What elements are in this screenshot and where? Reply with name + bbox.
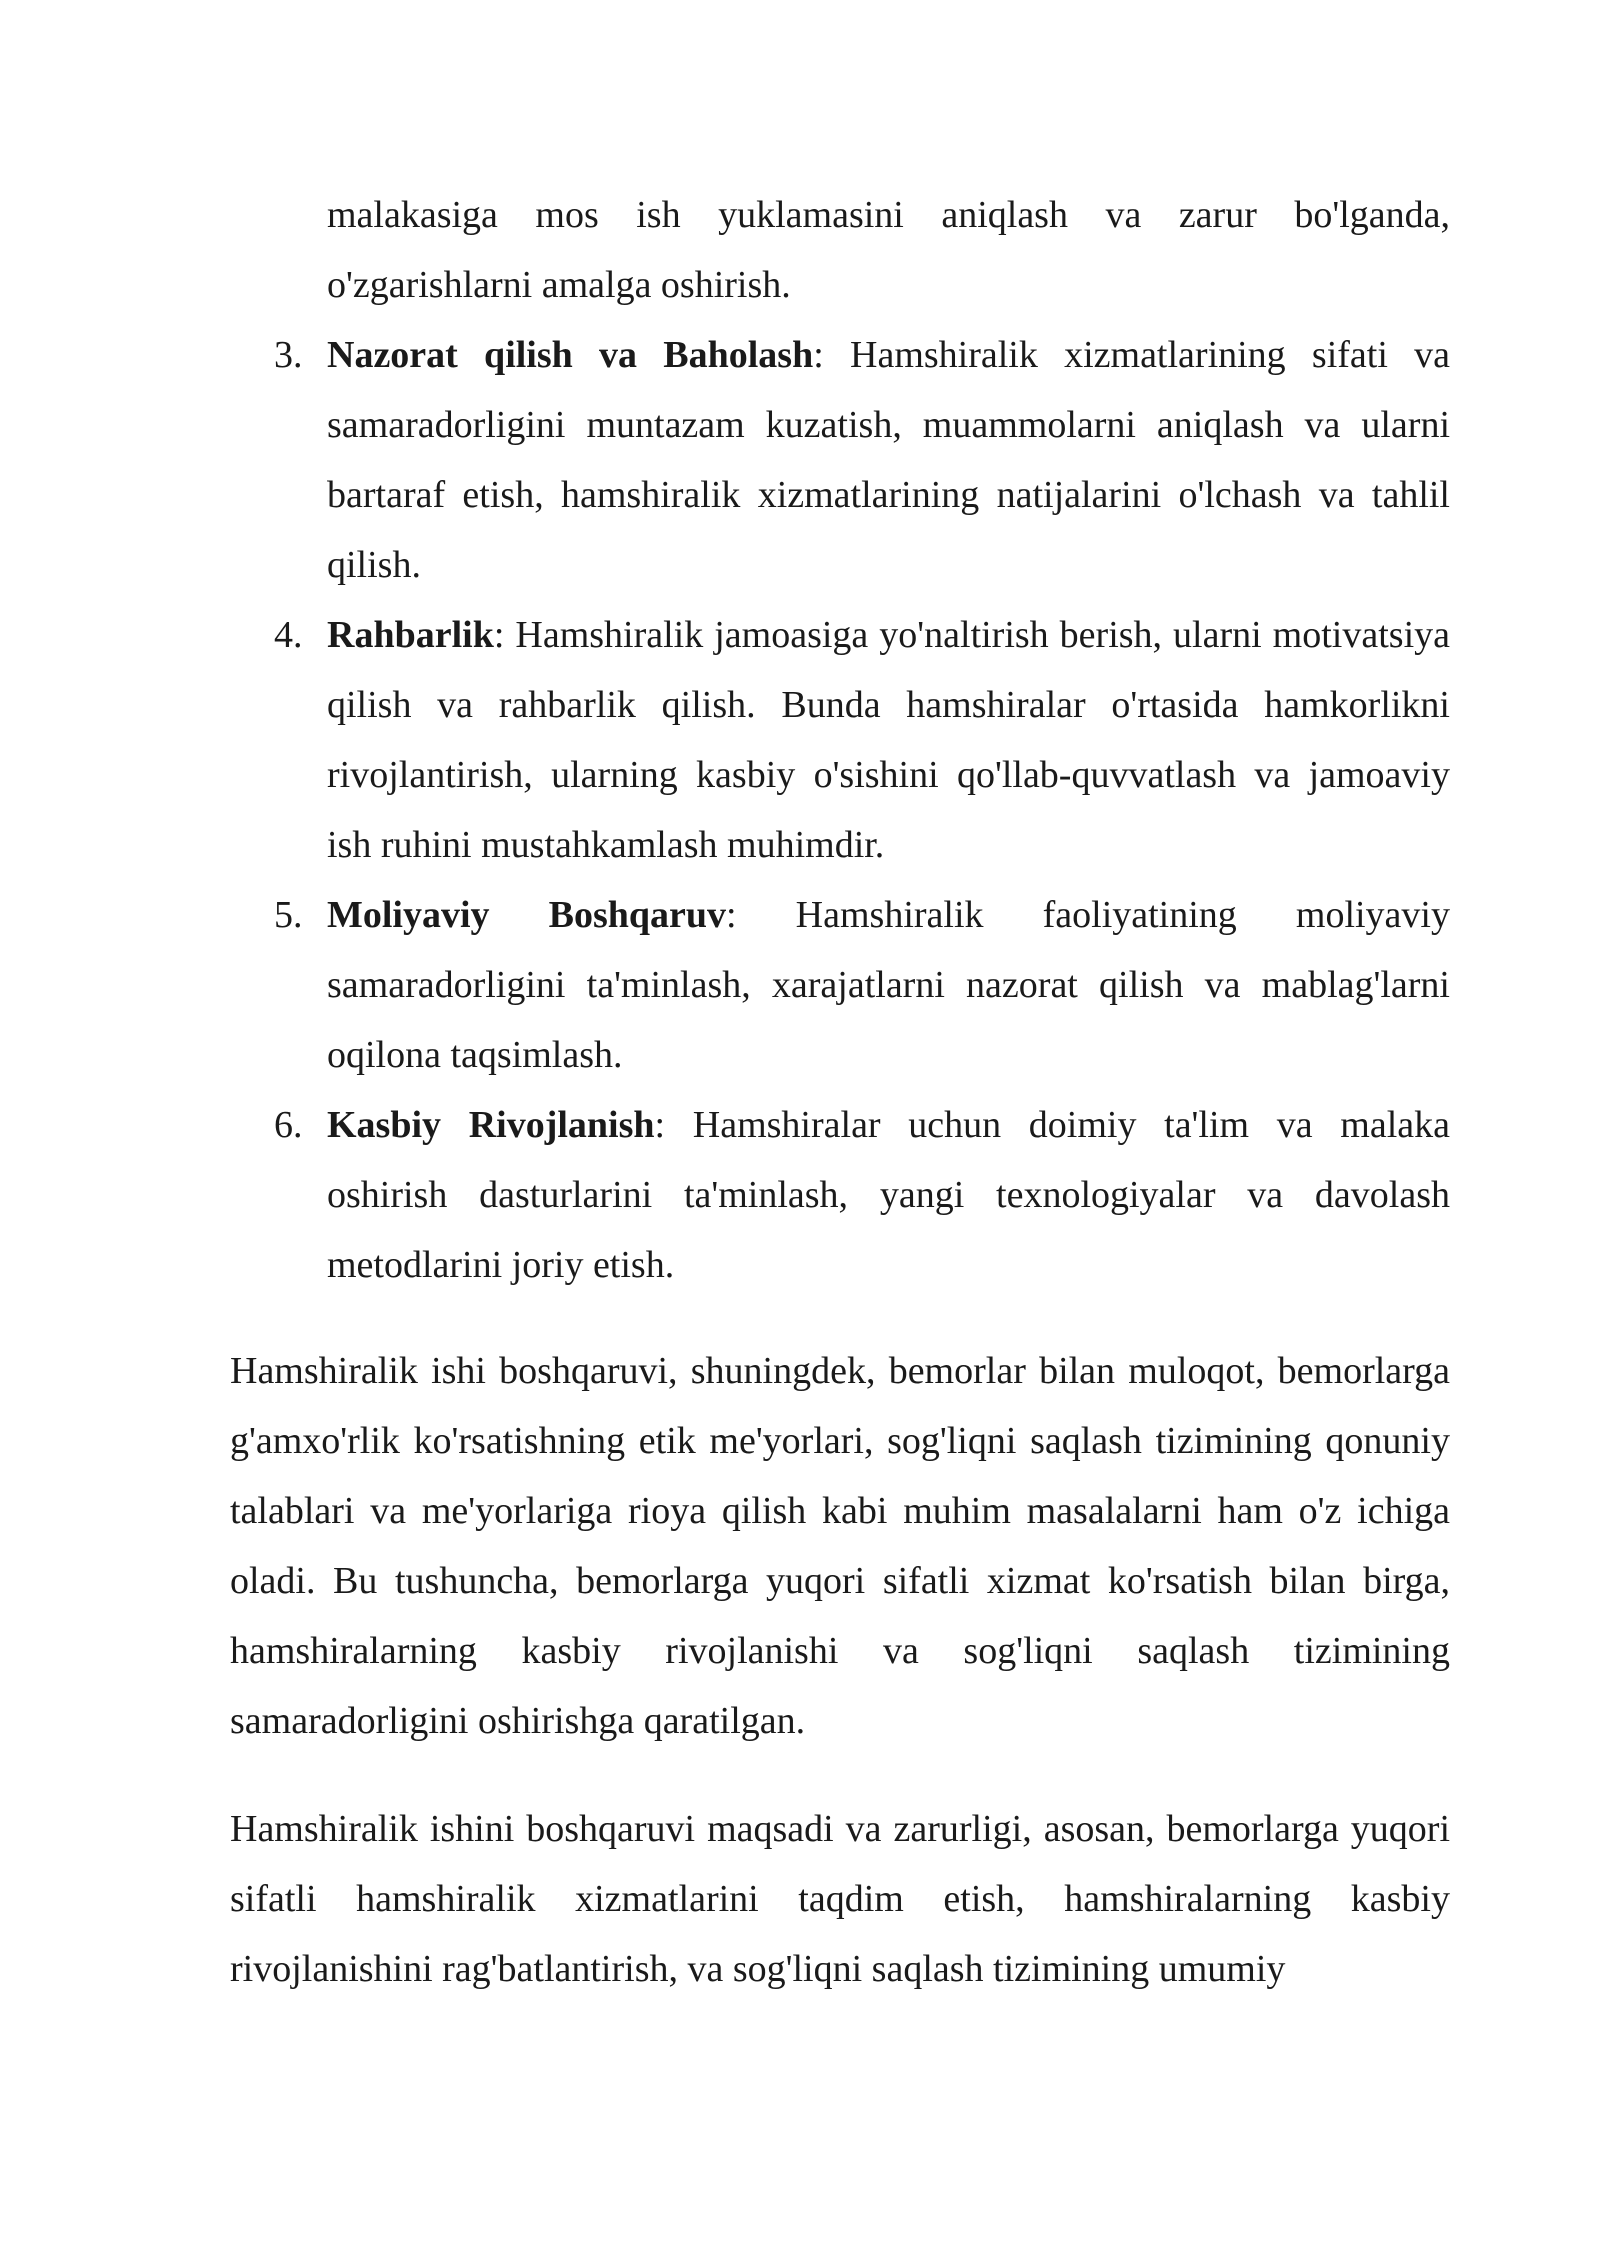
list-description: : Hamshiralar uchun doimiy ta'lim va malaka oshirish dasturlarini ta'minlash, yangi texnologiyalar va davolash metodlarini joriy etish. <box>327 1104 1450 1286</box>
list-term: Nazorat qilish va Baholash <box>327 334 814 376</box>
list-term: Kasbiy Rivojlanish <box>327 1104 655 1146</box>
list-description: : Hamshiralik faoliyatining moliyaviy samaradorligini ta'minlash, xarajatlarni nazorat qilish va mablag'larni oqilona taqsimlash. <box>327 894 1450 1076</box>
list-number: 6. <box>274 1104 303 1146</box>
management-functions-list <box>230 320 1450 1300</box>
body-paragraph: Hamshiralik ishi boshqaruvi, shuningdek, bemorlar bilan muloqot, bemorlarga g'amxo'rlik ko'rsatishning etik me'yorlari, sog'liqni saqlash tizimining qonuniy talablari va me'yorlariga rioya qilish kabi muhim masalalarni ham o'z ichiga oladi. Bu tushuncha, bemorlarga yuqori sifatli xizmat ko'rsatish bilan birga, hamshiralarning kasbiy rivojlanishi va sog'liqni saqlash tizimining samaradorligini oshirishga qaratilgan. <box>230 1350 1450 1742</box>
continuation-text: malakasiga mos ish yuklamasini aniqlash va zarur bo'lganda, o'zgarishlarni amalga oshirish. <box>327 194 1450 306</box>
list-number: 5. <box>274 894 303 936</box>
body-paragraph: Hamshiralik ishini boshqaruvi maqsadi va zarurligi, asosan, bemorlarga yuqori sifatli hamshiralik xizmatlarini taqdim etish, hamshiralarning kasbiy rivojlanishini rag'batlantirish, va sog'liqni saqlash tizimining umumiy <box>230 1808 1450 1990</box>
list-description: : Hamshiralik jamoasiga yo'naltirish berish, ularni motivatsiya qilish va rahbarlik qilish. Bunda hamshiralar o'rtasida hamkorlikni rivojlantirish, ularning kasbiy o'sishini qo'llab-quvvatlash va jamoaviy ish ruhini mustahkamlash muhimdir. <box>327 614 1450 866</box>
list-item <box>230 320 1450 600</box>
list-term: Rahbarlik <box>327 614 494 656</box>
list-item <box>230 600 1450 880</box>
list-description: : Hamshiralik xizmatlarining sifati va samaradorligini muntazam kuzatish, muammolarni aniqlash va ularni bartaraf etish, hamshiralik xizmatlarining natijalarini o'lchash va tahlil qilish. <box>327 334 1450 586</box>
document-page <box>230 180 1450 2004</box>
list-number: 3. <box>274 334 303 376</box>
list-term: Moliyaviy Boshqaruv <box>327 894 727 936</box>
list-item <box>230 1090 1450 1300</box>
list-item <box>230 880 1450 1090</box>
list-number: 4. <box>274 614 303 656</box>
